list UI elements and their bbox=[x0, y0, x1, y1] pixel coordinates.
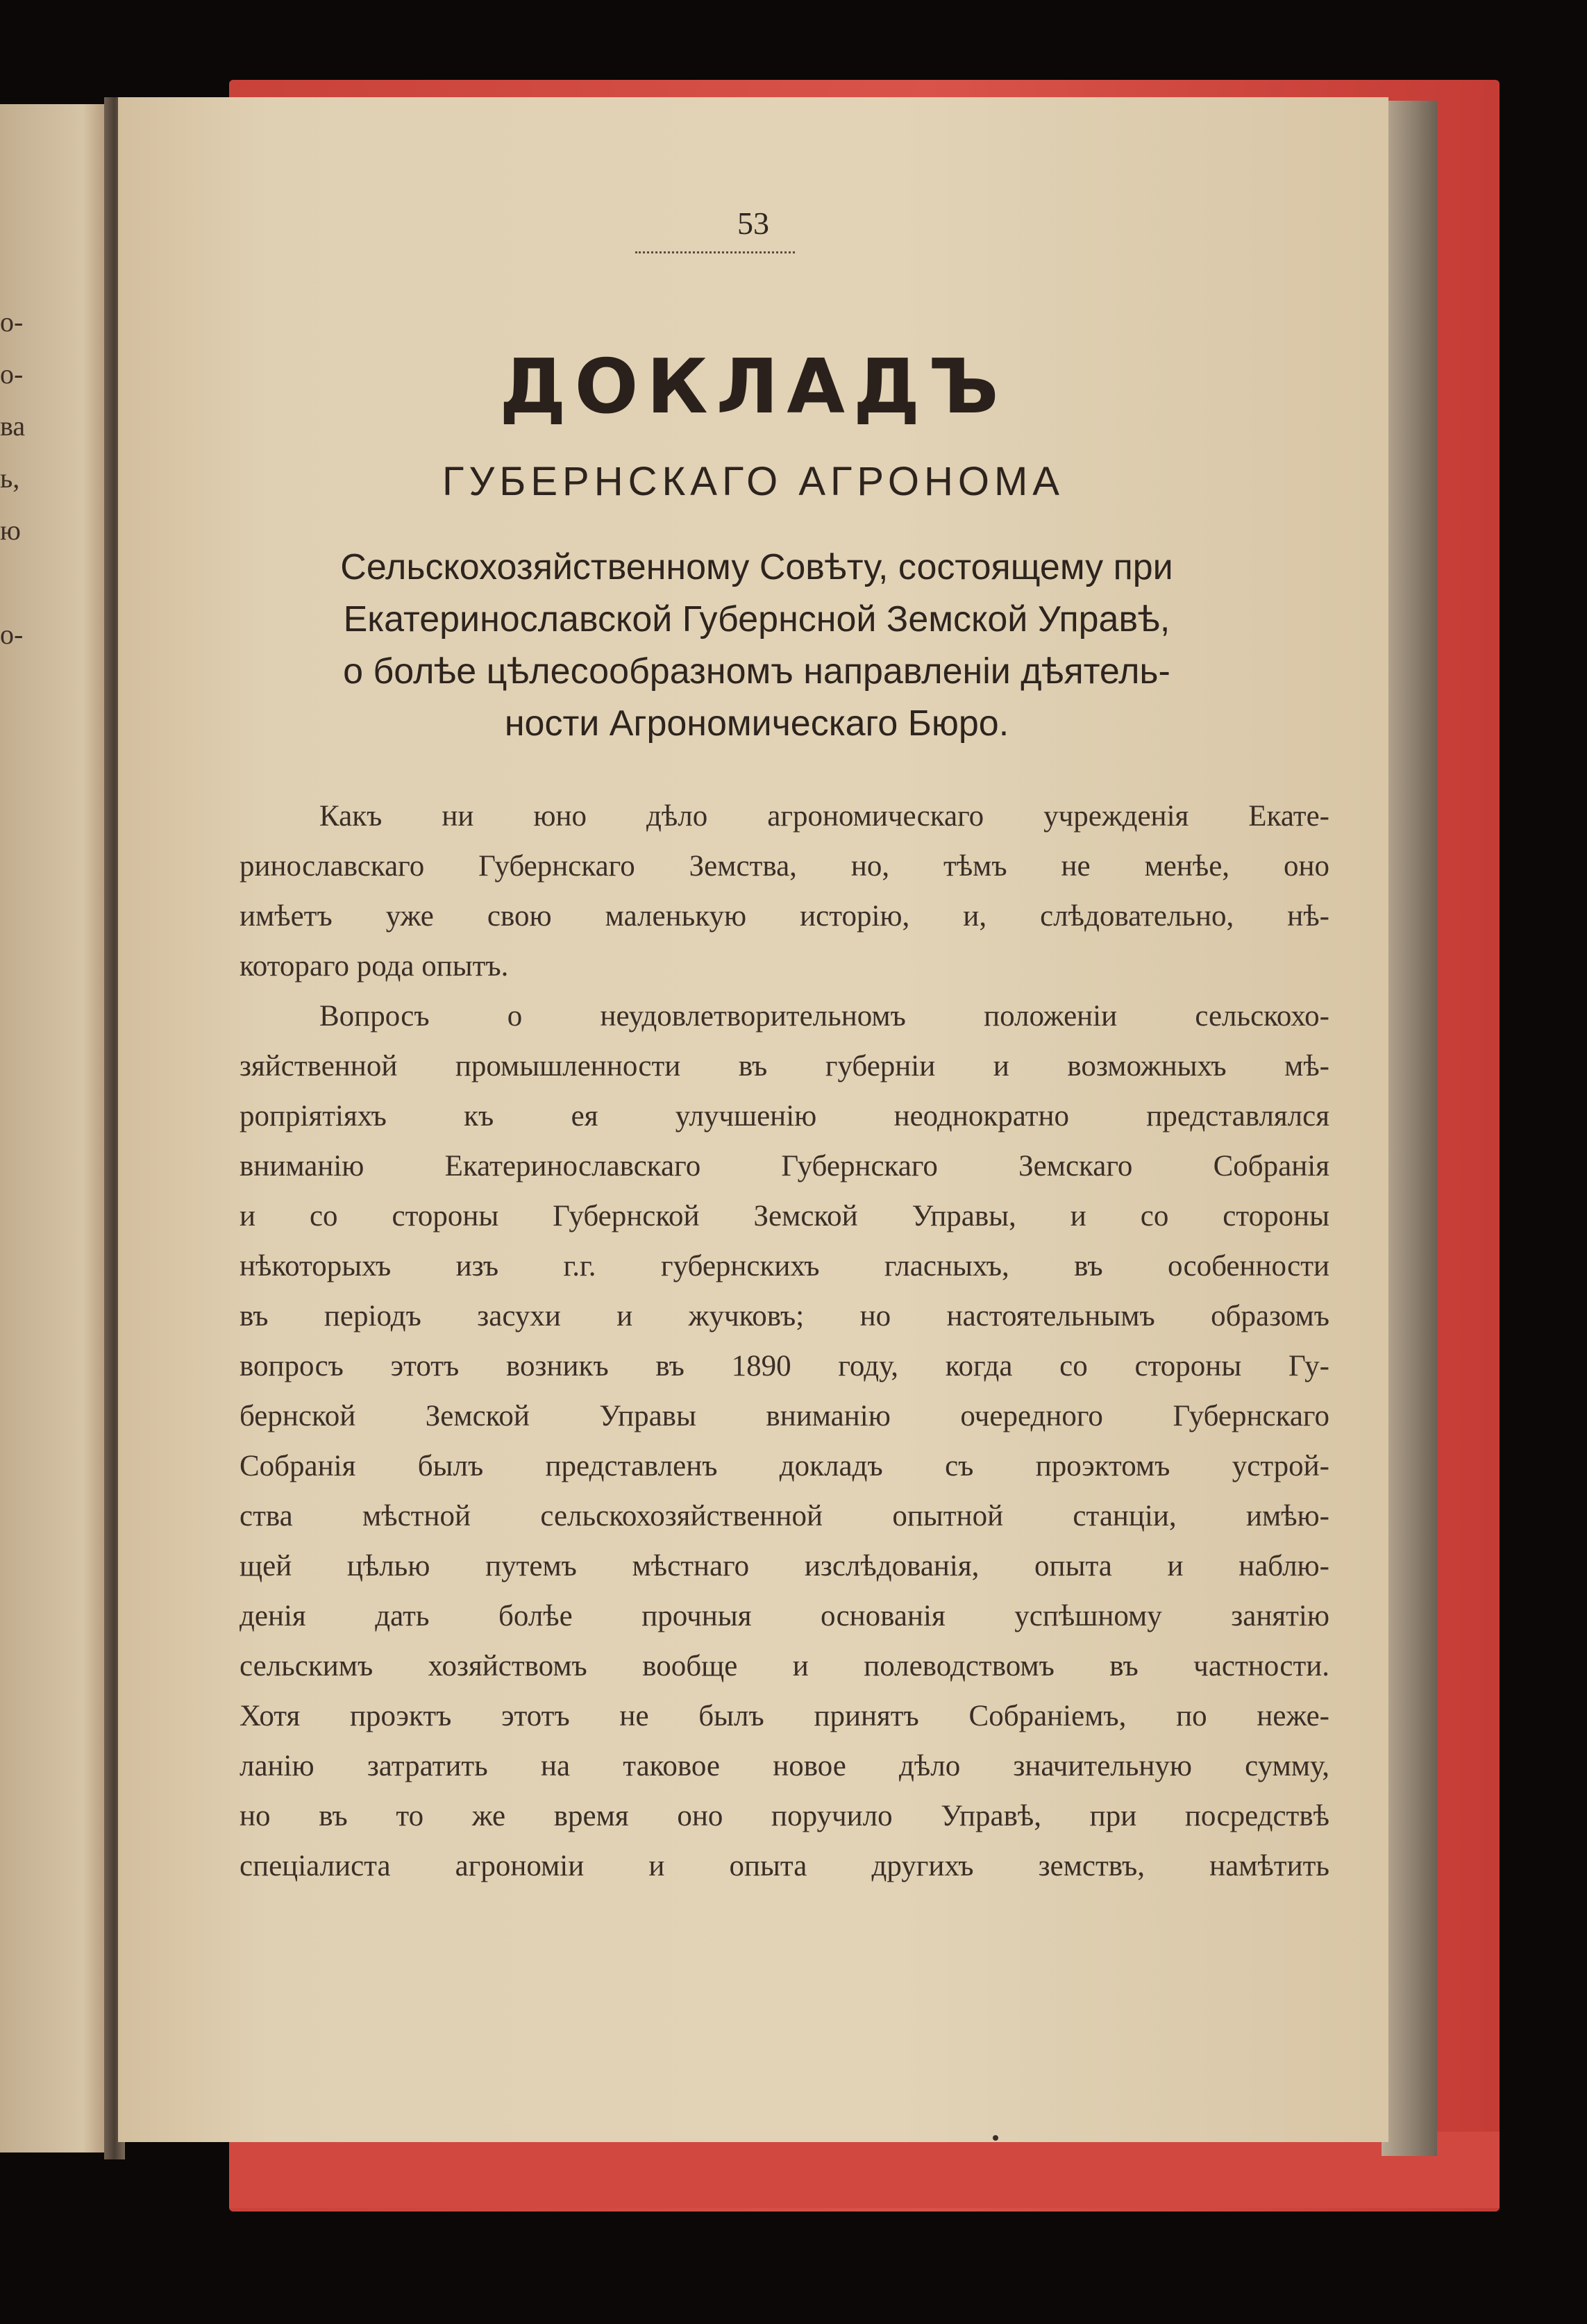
addressee-line: о болѣе цѣлесообразномъ направленіи дѣятель- bbox=[343, 651, 1170, 692]
paragraph-line: зяйственной промышленности въ губерніи и возможныхъ мѣ- bbox=[240, 1050, 1329, 1082]
paragraph-line: Какъ ни юно дѣло агрономическаго учрежденія Екате- bbox=[319, 800, 1329, 833]
paragraph-line: спеціалиста агрономіи и опыта другихъ земствъ, намѣтить bbox=[240, 1850, 1329, 1882]
paragraph-line: вниманію Екатеринославскаго Губернскаго Земскаго Собранія bbox=[240, 1150, 1329, 1182]
left-page-text: о- bbox=[0, 619, 24, 650]
addressee-block bbox=[229, 542, 1284, 750]
paragraph-line: ринославскаго Губернскаго Земства, но, тѣмъ не менѣе, оно bbox=[240, 850, 1329, 883]
red-cover-bottom bbox=[229, 2132, 1500, 2208]
addressee-line: Сельскохозяйственному Совѣту, состоящему при bbox=[340, 547, 1173, 587]
paragraph-line: котораго рода опытъ. bbox=[240, 950, 509, 983]
paragraph-line: Вопросъ о неудовлетворительномъ положеніи сельскохо- bbox=[319, 1000, 1329, 1033]
left-page-text: ва bbox=[0, 410, 26, 442]
paragraph-line: ропріятіяхъ къ ея улучшенію неоднократно представлялся bbox=[240, 1100, 1329, 1132]
addressee-line: Екатеринославской Губернсной Земской Управѣ, bbox=[343, 599, 1170, 639]
document-title: ДОКЛАДЪ bbox=[499, 344, 1007, 430]
paragraph-line: сельскимъ хозяйствомъ вообще и полеводствомъ въ частности. bbox=[240, 1650, 1329, 1682]
paragraph-line: въ періодъ засухи и жучковъ; но настоятельнымъ образомъ bbox=[240, 1300, 1329, 1332]
book-page bbox=[118, 97, 1388, 2142]
page-number: 53 bbox=[737, 206, 769, 241]
page-stack-edge bbox=[1382, 101, 1437, 2156]
paragraph-line: имѣетъ уже свою маленькую исторію, и, слѣдовательно, нѣ- bbox=[240, 900, 1329, 933]
body-text bbox=[240, 792, 1329, 1891]
left-page-text: ю bbox=[0, 515, 21, 546]
paragraph-line: бернской Земской Управы вниманію очередного Губернскаго bbox=[240, 1400, 1329, 1432]
page-number-rule bbox=[635, 251, 795, 253]
paragraph-line: щей цѣлью путемъ мѣстнаго изслѣдованія, опыта и наблю- bbox=[240, 1550, 1329, 1582]
paragraph-line: денія дать болѣе прочныя основанія успѣшному занятію bbox=[240, 1600, 1329, 1632]
left-page-text: ь, bbox=[0, 462, 20, 494]
paragraph-line: нѣкоторыхъ изъ г.г. губернскихъ гласныхъ, въ особенности bbox=[240, 1250, 1329, 1282]
ink-speck bbox=[993, 2135, 998, 2141]
paragraph-line: Собранія былъ представленъ докладъ съ проэктомъ устрой- bbox=[240, 1450, 1329, 1482]
paragraph-line: Хотя проэктъ этотъ не былъ принятъ Собраніемъ, по неже- bbox=[240, 1700, 1329, 1732]
paragraph-line: ланію затратить на таковое новое дѣло значительную сумму, bbox=[240, 1750, 1329, 1782]
paragraph-line: и со стороны Губернской Земской Управы, и со стороны bbox=[240, 1200, 1329, 1232]
left-page-fragment bbox=[0, 104, 104, 2152]
document-subtitle: ГУБЕРНСКАГО АГРОНОМА bbox=[442, 459, 1064, 504]
left-page-text: о- bbox=[0, 358, 24, 390]
paragraph-line: ства мѣстной сельскохозяйственной опытной станціи, имѣю- bbox=[240, 1500, 1329, 1532]
left-page-text: о- bbox=[0, 306, 24, 337]
paragraph-line: но въ то же время оно поручило Управѣ, при посредствѣ bbox=[240, 1800, 1329, 1832]
addressee-line: ности Агрономическаго Бюро. bbox=[504, 703, 1009, 744]
paragraph-line: вопросъ этотъ возникъ въ 1890 году, когда со стороны Гу- bbox=[240, 1350, 1329, 1382]
